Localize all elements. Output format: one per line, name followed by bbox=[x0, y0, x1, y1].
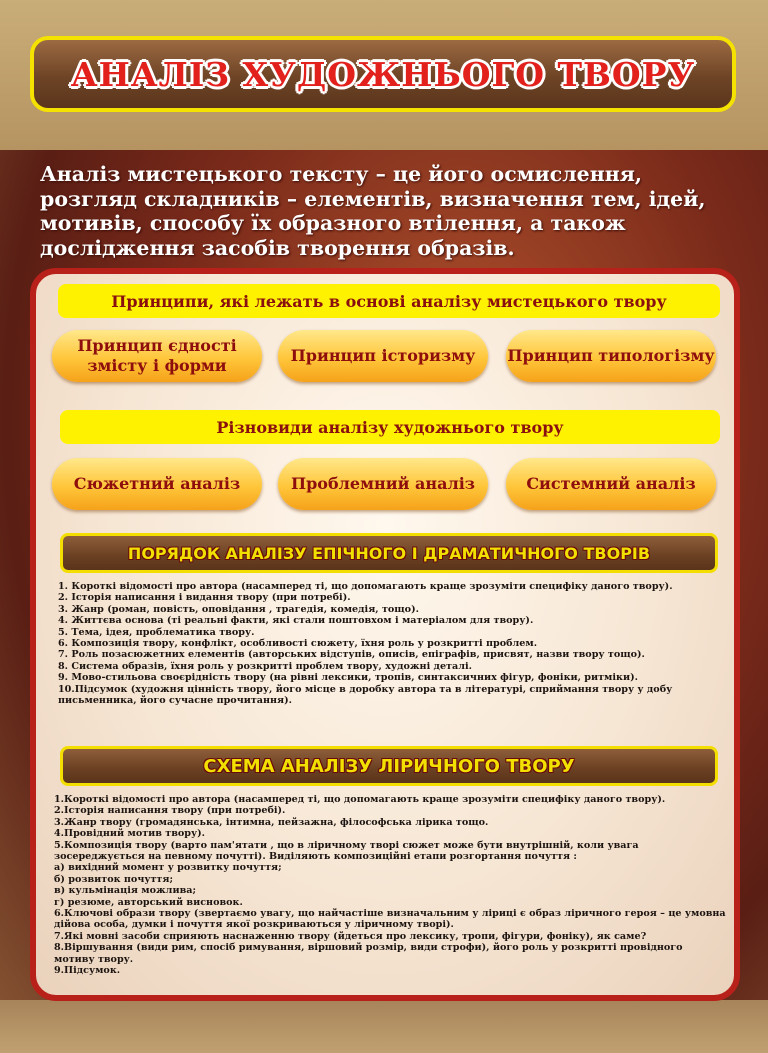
page-title: АНАЛІЗ ХУДОЖНЬОГО ТВОРУ bbox=[70, 54, 696, 94]
list-item: в) кульмінація можлива; bbox=[54, 885, 196, 897]
lyric-list bbox=[54, 794, 726, 977]
list-item: 6.Ключові образи твору (звертаємо увагу, що найчастіше визначальним у ліриці є образ ліричного героя – це умовна дійова особа, думки і почуття якої розкриваються у ліричному творі). bbox=[54, 908, 726, 931]
intro-text: Аналіз мистецького тексту – це його осмислення, розгляд складників – елементів, визначення тем, ідей, мотивів, способу їх образного втілення, а також дослідження засобів творення образів. bbox=[40, 162, 706, 260]
list-item: 8. Система образів, їхня роль у розкритті проблем твору, художні деталі. bbox=[58, 660, 472, 672]
list-item: 7. Роль позасюжетних елементів (авторських відступів, описів, епіграфів, присвят, назви твору тощо). bbox=[58, 649, 645, 661]
type-plot-pill: Сюжетний аналіз bbox=[52, 458, 262, 510]
list-item: г) резюме, авторський висновок. bbox=[54, 896, 243, 908]
list-item: б) розвиток почуття; bbox=[54, 873, 174, 885]
list-item: 2. Історія написання і видання твору (при потребі). bbox=[58, 592, 351, 604]
list-item: 4. Життєва основа (ті реальні факти, які стали поштовхом і матеріалом для твору). bbox=[58, 615, 534, 627]
lyric-heading: СХЕМА АНАЛІЗУ ЛІРИЧНОГО ТВОРУ bbox=[60, 746, 718, 786]
title-banner bbox=[30, 36, 736, 112]
epic-list bbox=[58, 581, 722, 706]
list-item: 3.Жанр твору (громадянська, інтимна, пейзажна, філософська лірика тощо. bbox=[54, 816, 489, 828]
list-item: 5. Тема, ідея, проблематика твору. bbox=[58, 626, 255, 638]
principles-heading: Принципи, які лежать в основі аналізу мистецького твору bbox=[58, 284, 720, 318]
list-item: 1.Короткі відомості про автора (насамперед ті, що допомагають краще зрозуміти специфіку даного твору). bbox=[54, 794, 666, 805]
list-item: 7.Які мовні засоби сприяють наснаженню твору (йдеться про лексику, тропи, фігури, фоніку), як саме? bbox=[54, 930, 647, 942]
principle-unity-pill: Принцип єдності змісту і форми bbox=[52, 330, 262, 382]
principle-historicism-pill: Принцип історизму bbox=[278, 330, 488, 382]
list-item: а) вихідний момент у розвитку почуття; bbox=[54, 862, 282, 874]
epic-heading: ПОРЯДОК АНАЛІЗУ ЕПІЧНОГО І ДРАМАТИЧНОГО ТВОРІВ bbox=[60, 533, 718, 573]
list-item: 6. Композиція твору, конфлікт, особливості сюжету, їхня роль у розкритті проблем. bbox=[58, 638, 538, 650]
list-item: 3. Жанр (роман, повість, оповідання , трагедія, комедія, тощо). bbox=[58, 603, 419, 615]
type-problem-pill: Проблемний аналіз bbox=[278, 458, 488, 510]
list-item: 9. Мово-стильова своєрідність твору (на рівні лексики, тропів, синтаксичних фігур, фоніки, ритміки). bbox=[58, 672, 638, 684]
type-system-pill: Системний аналіз bbox=[506, 458, 716, 510]
footer-background bbox=[0, 1000, 768, 1053]
list-item: 8.Віршування (види рим, спосіб римування, віршовий розмір, види строфи), його роль у розкритті провідного мотиву твору. bbox=[54, 942, 683, 965]
list-item: 10.Підсумок (художня цінність твору, його місце в доробку автора та в літературі, сприймання твору у добу письменника, його сучасне прочитання). bbox=[58, 683, 673, 707]
list-item: 9.Підсумок. bbox=[54, 965, 121, 977]
content-panel bbox=[30, 268, 740, 1001]
types-heading: Різновиди аналізу художнього твору bbox=[60, 410, 720, 444]
principle-typology-pill: Принцип типологізму bbox=[506, 330, 716, 382]
list-item: 2.Історія написання твору (при потребі). bbox=[54, 805, 286, 817]
list-item: 1. Короткі відомості про автора (насамперед ті, що допомагають краще зрозуміти специфіку даного твору). bbox=[58, 581, 673, 592]
list-item: 5.Композиція твору (варто пам'ятати , що в ліричному творі сюжет може бути внутрішній, коли увага зосереджується на певному почутті). Виділяють композиційні етапи розгортання почуття : bbox=[54, 839, 639, 863]
list-item: 4.Провідний мотив твору). bbox=[54, 828, 206, 840]
